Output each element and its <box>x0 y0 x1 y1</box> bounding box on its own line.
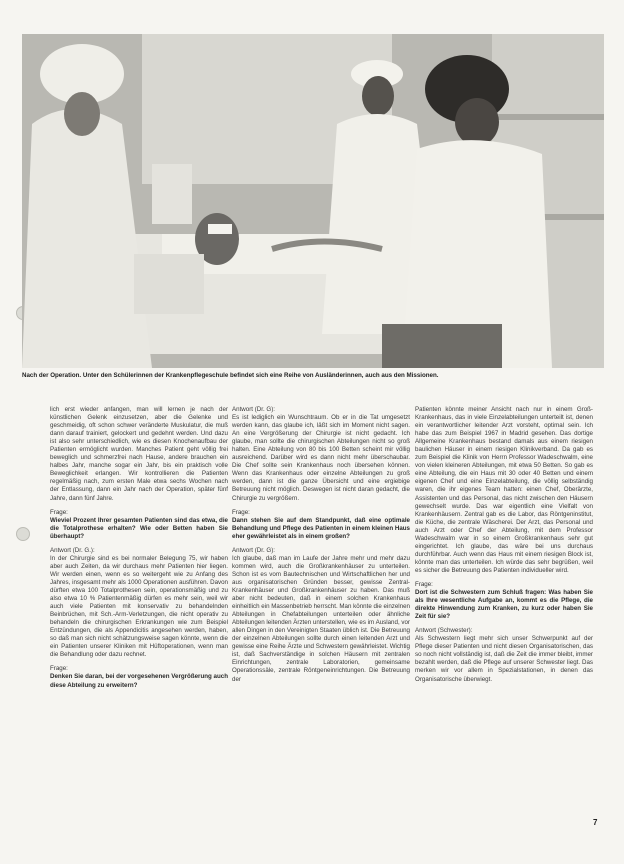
text-column-1 <box>50 406 228 696</box>
hospital-photo-illustration <box>22 34 604 368</box>
answer-text: In der Chirurgie sind es bei normaler Belegung 75, wir haben aber auch Zeiten, da wir durchaus mehr Patienten hier liegen. Wir werden einen, wenn es so weitergeht wie zu Anfang des Jahres, insgesamt mehr als 1000 Operationen ausführen. Davon dürften etwa 100 Totalprothesen sein, operationsmäßig und zu also etwa 10 % Patientenmäßig dürfen es mehr sein, weil wir auch viele Patienten mit konservativ zu behandelnden Beinbrüchen, mit Sch.-Arm-Verletzungen, die nicht operativ zu behandeln die chirurgischen Erkrankungen wie zum Beispiel Entzündungen, die als Appendicitis angesehen werden, haben, so daß man sich nicht schätzungsweise sagen könnte, wenn die ein Patienten unserer Kliniken mit Hüftoperationen, wenn man die Behandlung oder dazu rechnet. <box>50 554 228 659</box>
answer-speaker: Antwort (Dr. G): <box>232 406 275 413</box>
question-label: Frage: <box>415 580 433 588</box>
paragraph: Patienten könnte meiner Ansicht nach nur in einem Groß-Krankenhaus, das in viele Einzelabteilungen unterteilt ist, denen ein verantwortlicher leitender Arzt vorsteht, optimal sein. Ich habe das zum Beispiel 1967 in Madrid gesehen. Das dortige Allgemeine Krankenhaus bestand damals aus einem riesigen baulichen Häuser in einem riesigen Klinikverband. Da gab es zum Beispiel die Klinik von Herrn Professor Wadeschwalm, eine von vielen kleineren Abteilungen, mit etwa 50 Betten. So gab es eine Abteilung, die ein Haus mit 30 oder 40 Betten und einem eigenen Chef und eine Einzelabteilung, die völlig selbständig waren, die ihr eigenes Team hatten: einen Chef, Oberärzte, Assistenten und das Personal, das nicht zwischen den Häusern gewechselt wurde. Das war eigentlich eine Vielfalt von Krankenhäusern. Zentral gab es die Labor, das Röntgeninstitut, die Küche, die zentrale Wäscherei. Der Arzt, das Personal und auch Arzt oder Chef der Abteilung, mit dem Professor Wadeschwalm war in so einem Großkrankenhaus sehr gut eingerichtet. Ich glaube, das wäre bei uns durchaus durchführbar. Auch wenn das Haus mit einem riesigen Block ist, könnte man das unterteilen. Ich würde das sehr begrüßen, weil es sicher die Betreuung des Patienten individueller wird. <box>415 406 593 574</box>
answer-speaker: Antwort (Dr. G): <box>232 546 275 554</box>
page-number: 7 <box>593 818 598 827</box>
answer-text: Es ist lediglich ein Wunschtraum. Ob er in die Tat umgesetzt werden kann, das glaube ich, läßt sich im Moment nicht sagen. An eine Vergrößerung der Chirurgie ist nicht gedacht. Ich glaube, man sollte die chirurgischen Abteilungen nicht so groß halten. Eine Abteilung von 80 bis 100 Betten scheint mir völlig ausreichend. Darüber wird es dann nicht mehr überschaubar. Die Chef sollte sein Krankenhaus noch übersehen können. Wenn das Krankenhaus oder einzelne Abteilungen zu groß werden, dann ist die ganze Übersicht und eine ergiebige Betreuung nicht möglich. Deswegen ist nicht daran gedacht, die Chirurgie zu vergrößern. <box>232 414 410 502</box>
question-label: Frage: <box>50 508 68 516</box>
answer-text: Als Schwestern liegt mehr sich unser Schwerpunkt auf der Pflege dieser Patienten und nicht diesen Organisatorischen, das so noch nicht vollständig ist, daß die Zeit die immer bleibt, immer bezahlt werden, daß die Pflege auf unserer Schwester liegt. Das merken wir vor allem in Spezialstationen, in denen das Organisatorische überwiegt. <box>415 635 593 683</box>
answer-text: Ich glaube, daß man im Laufe der Jahre mehr und mehr dazu kommen wird, auch die Großkrankenhäuser zu unterteilen. Schon ist es vom Bautechnischen und Wirtschaftlichen her und aus organisatorischen Gründen besser, gewisse Zentral-Krankenhäuser und Großkrankenhäuser zu haben. Das muß aber nicht bedeuten, daß in einem solchen Krankenhaus einheitlich ein Massenbetrieb herrscht. Man könnte die einzelnen Abteilungen in Chefabteilungen unterteilen oder ähnliche Abteilungen leitenden Ärzten unterstellen, wie es im Ausland, vor allen Dingen in den Vereinigten Staaten üblich ist. Die Betreuung der einzelnen Abteilungen sollte durch einen leitenden Arzt und gewisse eine Reihe Ärzte und Schwestern gewährleistet. Wichtig ist, daß Sachverständige in solchen Häusern mit zentralen Einrichtungen, zentrale Laboratorien, gemeinsame Operationssäle, zentrale Röntgeneinrichtungen. Die Betreuung der <box>232 554 410 683</box>
question-text: Dort ist die Schwestern zum Schluß fragen: Was haben Sie als Ihre wesentliche Aufgabe an, kommt es die Pflege, die direkte Hinwendung zum Kranken, zu kurz oder haben Sie Zeit für sie? <box>415 589 593 621</box>
text-column-2 <box>232 406 410 690</box>
question-text: Wieviel Prozent Ihrer gesamten Patienten sind das etwa, die die Totalprothese erhalten? Wie oder Betten haben Sie überhaupt? <box>50 516 228 540</box>
text-column-3 <box>415 406 593 690</box>
answer-speaker: Antwort (Dr. G.): <box>50 546 95 554</box>
question-text: Denken Sie daran, bei der vorgesehenen Vergrößerung auch diese Abteilung zu erweitern? <box>50 673 228 689</box>
question-label: Frage: <box>232 508 250 516</box>
paragraph: lich erst wieder anfangen, man will lernen je nach der künstlichen Gelenk einzusetzen, aber die Gelenke und geschmeidig, oft schon schwer veränderte Muskulatur, die muß dann darauf trainiert, gelockert und gedehnt werden. Und dazu ist also sehr unterschiedlich, wie es diesen Knochenaufbau der Patienten ermöglicht wurden. Manches Patient geht völlig frei beweglich und schmerzfrei nach Hause, andere brauchen ein halbes Jahr, manche sogar ein Jahr, bis ein praktisch volle Beweglichkeit erlangen. Wir kontrollieren die Patienten regelmäßig nach, zum ersten Male etwa sechs Wochen nach der Entlassung, dann ein Jahr nach der Operation, später fünf Jahre, dann fünf Jahre. <box>50 406 228 502</box>
punch-hole-bottom <box>16 527 30 541</box>
answer-speaker: Antwort (Schwester): <box>415 627 473 635</box>
photo-caption: Nach der Operation. Unter den Schülerinnen der Krankenpflegeschule befindet sich eine Reihe von Ausländerinnen, auch aus den Missionen. <box>22 372 439 379</box>
question-text: Dann stehen Sie auf dem Standpunkt, daß eine optimale Behandlung und Pflege des Patienten in einem kleinen Haus eher gewährleistet als in einem großen? <box>232 516 410 540</box>
hospital-photo <box>22 34 604 368</box>
question-label: Frage: <box>50 665 68 673</box>
